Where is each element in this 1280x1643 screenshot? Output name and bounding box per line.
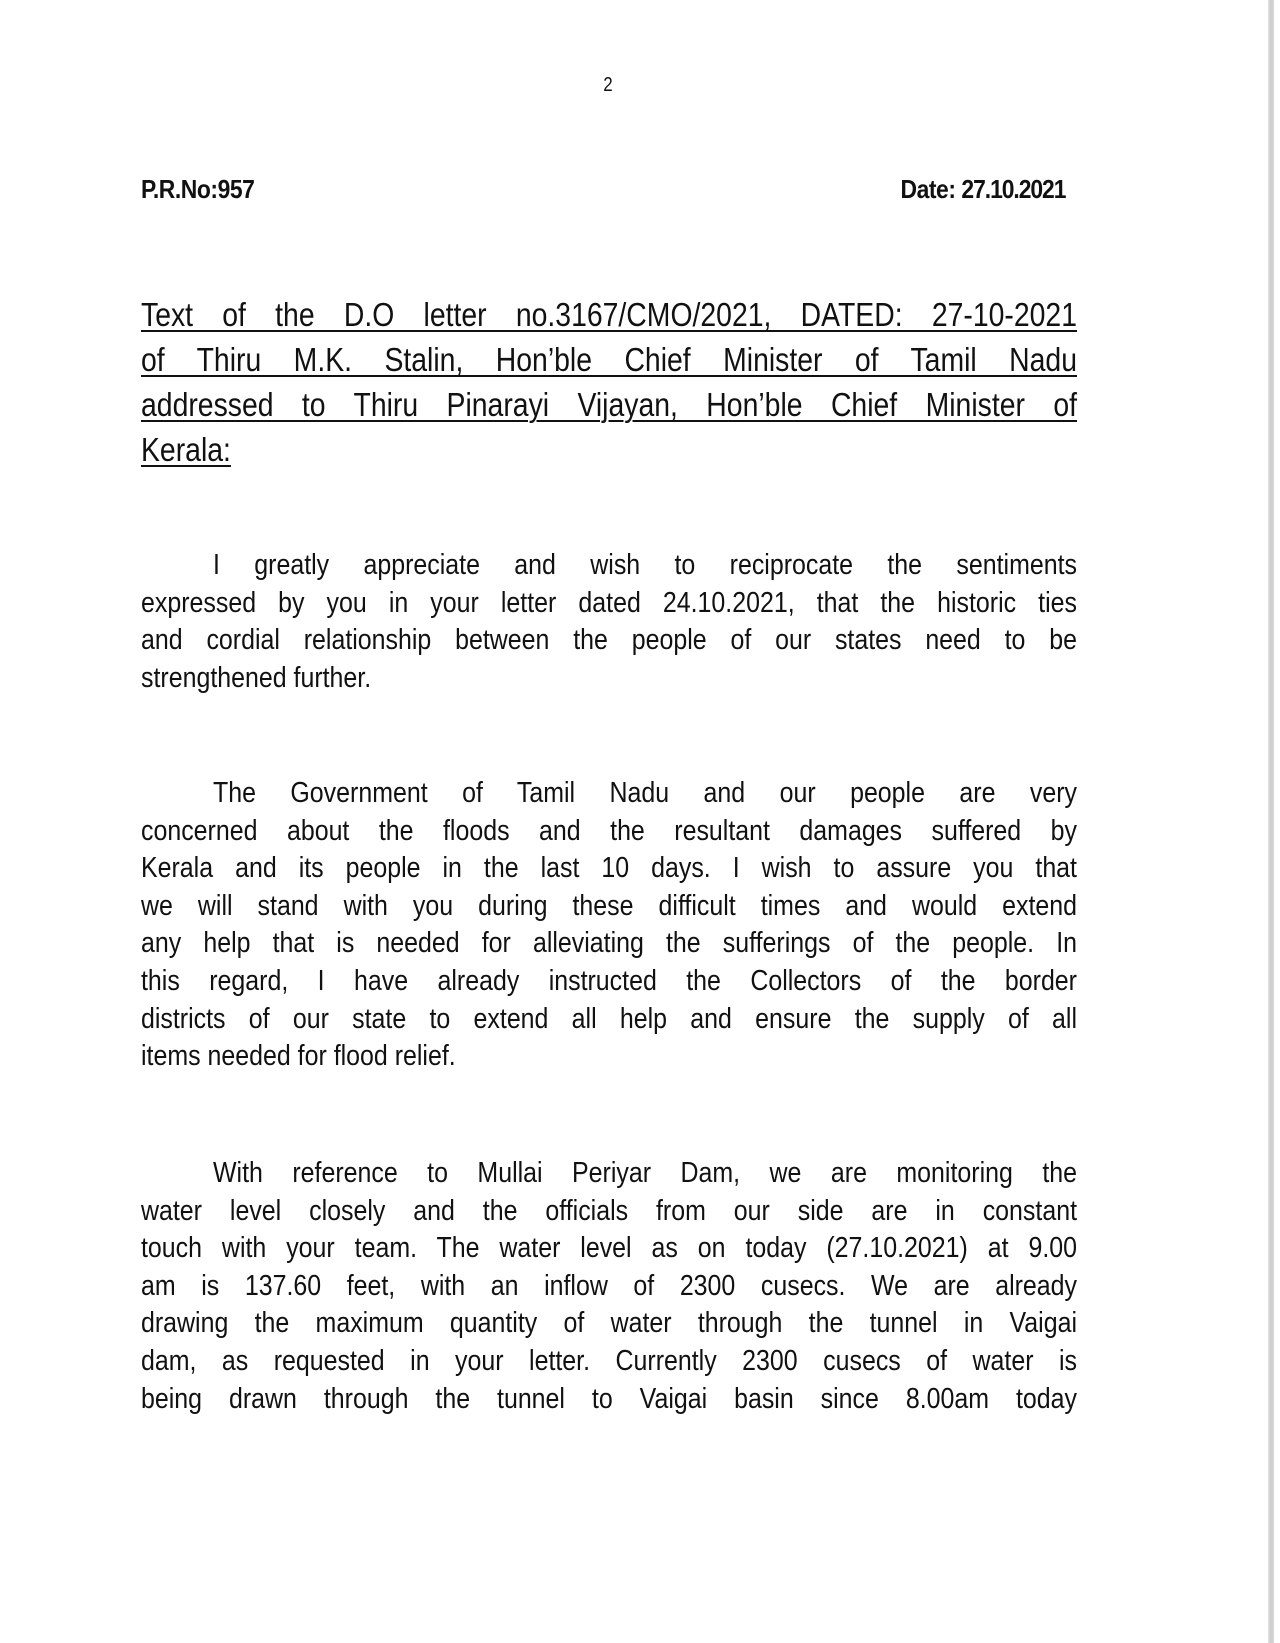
page-number: 2 [603,74,613,96]
reference-row [141,174,1065,204]
press-release-number: P.R.No:957 [141,174,255,204]
paragraph-line: this regard, I have already instructed the Collectors of the border [141,964,1077,997]
paragraph-line: I greatly appreciate and wish to reciprocate the sentiments [213,549,1078,581]
paragraph-line: and cordial relationship between the people of our states need to be [141,624,1078,657]
release-date [900,174,1065,205]
paragraph-line: Kerala and its people in the last 10 days. I wish to assure you that [141,852,1077,885]
paragraph-line: drawing the maximum quantity of water through the tunnel in Vaigai [141,1307,1077,1340]
heading-line: Kerala: [141,431,231,468]
paragraph-mullai-periyar-dam [141,1155,1077,1418]
paragraph-line: being drawn through the tunnel to Vaigai basin since 8.00am today [141,1382,1078,1415]
paragraph-line: am is 137.60 feet, with an inflow of 2300 cusecs. We are already [141,1269,1078,1302]
page-edge-shadow [1268,0,1274,1643]
paragraph-line: expressed by you in your letter dated 24.10.2021, that the historic ties [141,586,1078,619]
date-label: Date: [900,174,962,204]
paragraph-line: any help that is needed for alleviating the sufferings of the people. In [141,927,1078,960]
paragraph-line: strengthened further. [141,661,372,694]
date-value: 27.10.2021 [961,174,1065,204]
paragraph-line: items needed for flood relief. [141,1040,456,1073]
heading-line: of Thiru M.K. Stalin, Hon’ble Chief Minister of Tamil Nadu [141,341,1078,378]
paragraph-appreciation [141,547,1077,697]
paragraph-line: With reference to Mullai Periyar Dam, we are monitoring the [213,1157,1077,1189]
paragraph-line: we will stand with you during these difficult times and would extend [141,889,1078,922]
paragraph-line: districts of our state to extend all help and ensure the supply of all [141,1002,1078,1035]
paragraph-line: touch with your team. The water level as on today (27.10.2021) at 9.00 [141,1232,1078,1265]
heading-line: addressed to Thiru Pinarayi Vijayan, Hon’ble Chief Minister of [141,386,1078,423]
paragraph-flood-support [141,775,1077,1076]
paragraph-line: The Government of Tamil Nadu and our people are very [213,777,1077,809]
heading-line: Text of the D.O letter no.3167/CMO/2021, DATED: 27-10-2021 [141,296,1078,333]
paragraph-line: water level closely and the officials from our side are in constant [141,1194,1078,1227]
letter-heading [141,292,1077,472]
paragraph-line: dam, as requested in your letter. Currently 2300 cusecs of water is [141,1344,1078,1377]
paragraph-line: concerned about the floods and the resultant damages suffered by [141,814,1078,847]
